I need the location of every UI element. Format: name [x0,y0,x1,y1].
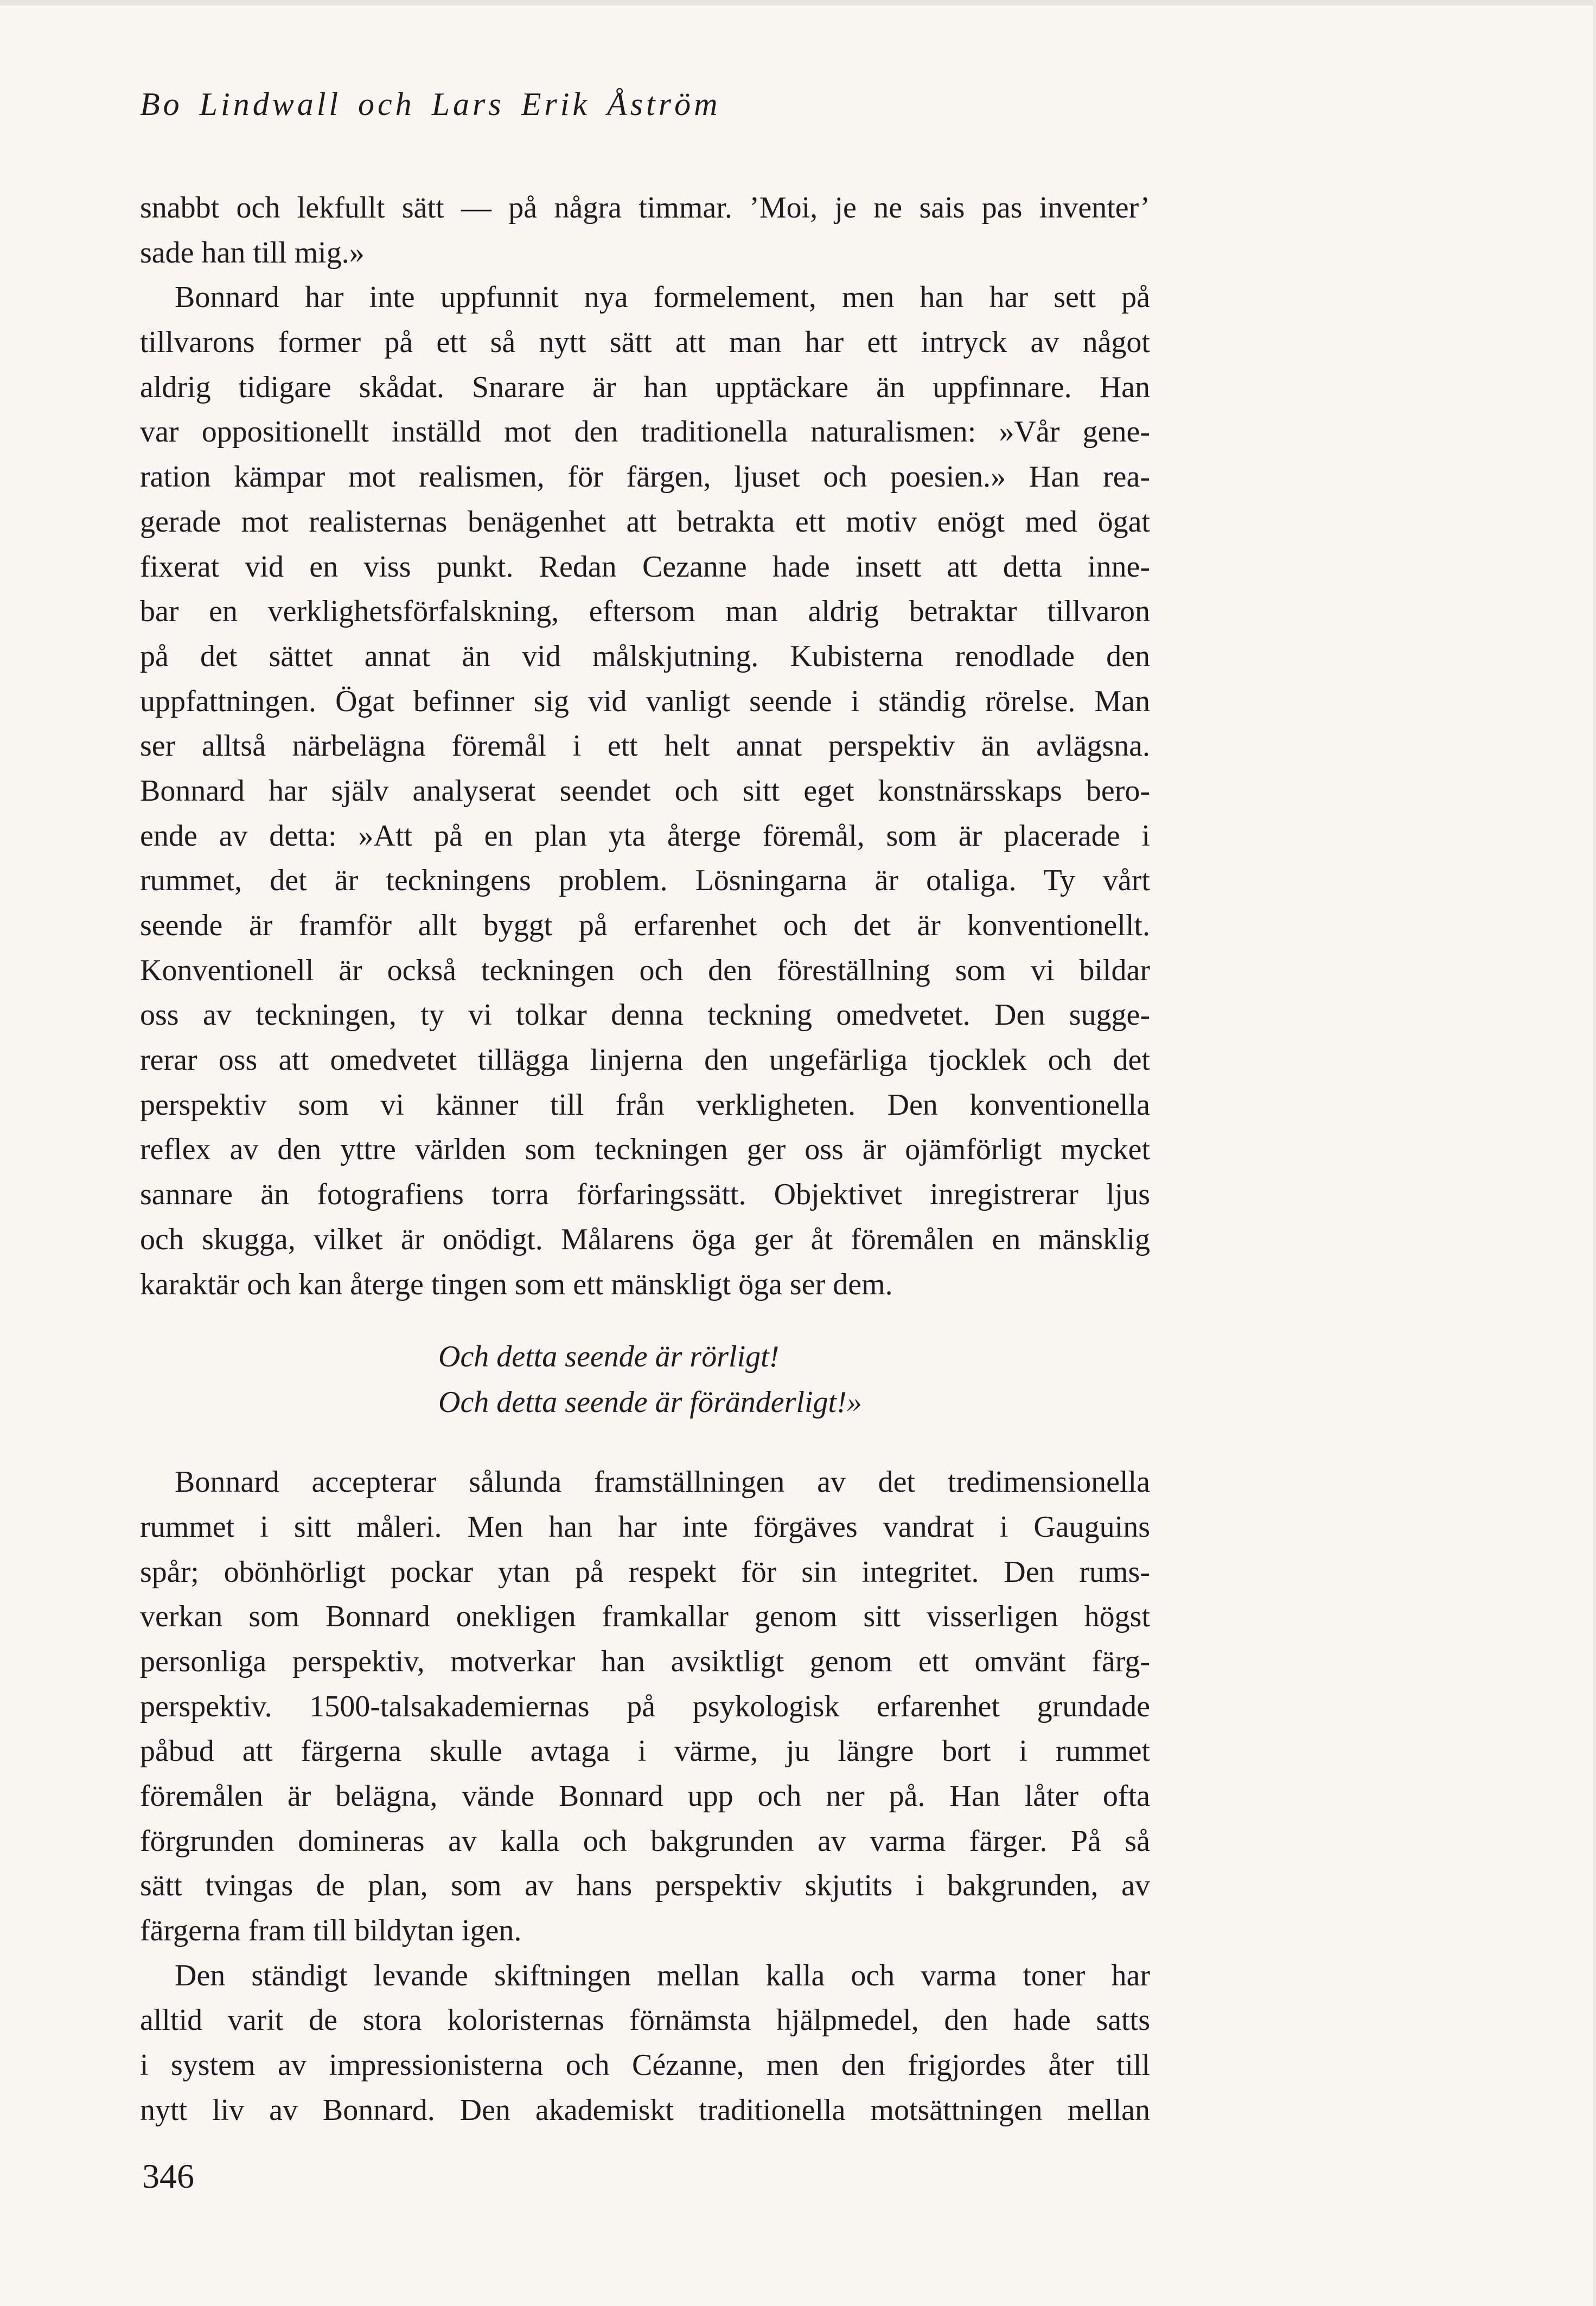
paragraph [140,186,1150,275]
text-line: perspektiv. 1500-talsakademiernas på psykologisk erfarenhet grundade [140,1689,1150,1723]
page-top-edge [0,0,1596,5]
text-line: fixerat vid en viss punkt. Redan Cezanne hade insett att detta inne- [140,550,1150,584]
text-line: förgrunden domineras av kalla och bakgrunden av varma färger. På så [140,1824,1150,1858]
paragraph [140,1460,1150,1953]
text-line: verkan som Bonnard onekligen framkallar genom sitt visserligen högst [140,1600,1150,1634]
text-line: Bonnard har själv analyserat seendet och sitt eget konstnärsskaps bero- [140,774,1150,808]
text-line: och skugga, vilket är onödigt. Målarens öga ger åt föremålen en mänsklig [140,1222,1150,1256]
text-line: ende av detta: »Att på en plan yta återge föremål, som är placerade i [140,819,1150,853]
text-line: sätt tvingas de plan, som av hans perspektiv skjutits i bakgrunden, av [140,1869,1150,1903]
text-line: föremålen är belägna, vände Bonnard upp och ner på. Han låter ofta [140,1779,1150,1813]
paragraphs-after-verse [140,1460,1150,2132]
paragraph [140,1953,1150,2133]
text-line: bar en verklighetsförfalskning, eftersom man aldrig betraktar tillvaron [140,595,1150,629]
text-line: tillvarons former på ett så nytt sätt att man har ett intryck av något [140,325,1150,360]
text-line: ration kämpar mot realismen, för färgen, ljuset och poesien.» Han rea- [140,460,1150,494]
text-line: Bonnard har inte uppfunnit nya formelement, men han har sett på [175,280,1150,315]
verse-quotation [140,1334,1150,1425]
text-line: i system av impressionisterna och Cézanne, men den frigjordes åter till [140,2048,1150,2083]
verse-line: Och detta seende är rörligt! [438,1340,780,1374]
text-line: aldrig tidigare skådat. Snarare är han upptäckare än uppfinnare. Han [140,370,1150,404]
text-line: ser alltså närbelägna föremål i ett helt annat perspektiv än avlägsna. [140,729,1150,763]
text-line: spår; obönhörligt pockar ytan på respekt för sin integritet. Den rums- [140,1555,1150,1589]
text-line: var oppositionellt inställd mot den traditionella naturalismen: »Vår gene- [140,415,1150,449]
paragraph [140,275,1150,1307]
text-line: färgerna fram till bildytan igen. [140,1914,522,1948]
verse-spacer-bottom [140,1425,1150,1460]
text-line: alltid varit de stora koloristernas förnämsta hjälpmedel, den hade satts [140,2003,1150,2037]
text-line: Bonnard accepterar sålunda framställningen av det tredimensionella [175,1465,1150,1499]
text-line: sannare än fotografiens torra förfaringssätt. Objektivet inregistrerar ljus [140,1178,1150,1212]
paragraphs-before-verse [140,186,1150,1307]
text-line: rerar oss att omedvetet tillägga linjerna den ungefärliga tjocklek och det [140,1043,1150,1077]
page-right-edge [1593,0,1596,2306]
text-line: rummet, det är teckningens problem. Lösningarna är otaliga. Ty vårt [140,864,1150,898]
verse-line: Och detta seende är föränderligt!» [438,1385,862,1420]
page-number: 346 [142,2157,194,2195]
text-line: karaktär och kan återge tingen som ett mänskligt öga ser dem. [140,1267,893,1301]
text-line: rummet i sitt måleri. Men han har inte förgäves vandrat i Gauguins [140,1510,1150,1544]
text-line: påbud att färgerna skulle avtaga i värme, ju längre bort i rummet [140,1734,1150,1768]
text-line: snabbt och lekfullt sätt — på några timmar. ’Moi, je ne sais pas inventer’ [140,191,1150,225]
text-line: personliga perspektiv, motverkar han avsiktligt genom ett omvänt färg- [140,1644,1150,1678]
verse-spacer-top [140,1307,1150,1334]
text-line: reflex av den yttre världen som teckningen ger oss är ojämförligt mycket [140,1133,1150,1167]
text-line: gerade mot realisternas benägenhet att betrakta ett motiv enögt med ögat [140,504,1150,539]
text-line: perspektiv som vi känner till från verkligheten. Den konventionella [140,1088,1150,1122]
text-line: nytt liv av Bonnard. Den akademiskt traditionella motsättningen mellan [140,2093,1150,2127]
text-line: uppfattningen. Ögat befinner sig vid vanligt seende i ständig rörelse. Man [140,684,1150,718]
text-line: på det sättet annat än vid målskjutning. Kubisterna renodlade den [140,639,1150,673]
body-text [140,186,1150,2133]
text-line: sade han till mig.» [140,235,365,270]
text-line: Konventionell är också teckningen och den föreställning som vi bildar [140,953,1150,987]
text-line: seende är framför allt byggt på erfarenhet och det är konventionellt. [140,909,1150,942]
text-line: oss av teckningen, ty vi tolkar denna teckning omedvetet. Den sugge- [140,998,1150,1032]
running-head: Bo Lindwall och Lars Erik Åström [140,86,721,122]
text-line: Den ständigt levande skiftningen mellan kalla och varma toner har [175,1958,1150,1992]
